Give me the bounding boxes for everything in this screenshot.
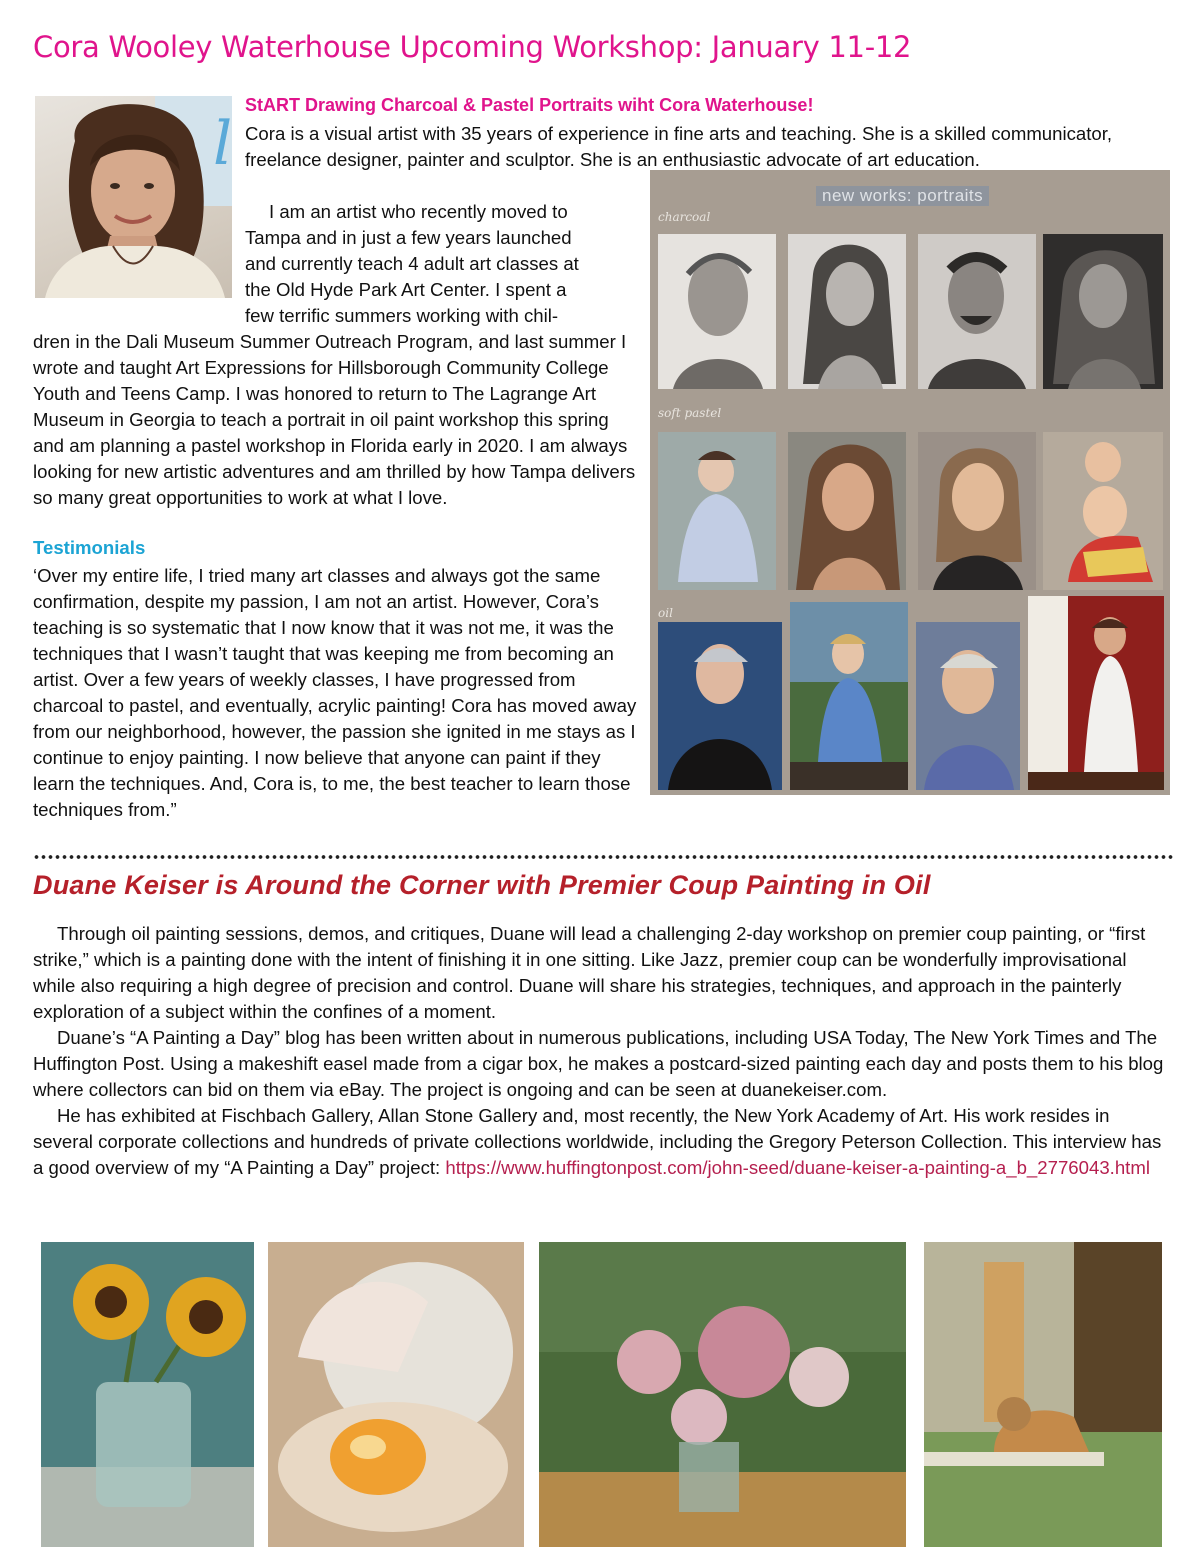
workshop-intro: Cora is a visual artist with 35 years of experience in fine arts and teaching. She is a skilled communicator, freelance designer, painter and sculptor. She is an enthusiastic advocate of art education. [245, 123, 1113, 170]
charcoal-portrait-4 [1043, 234, 1163, 389]
gallery-label-oil: oil [658, 606, 673, 620]
bio-line: and currently teach 4 adult art classes at [245, 253, 579, 274]
gallery-title: new works: portraits [816, 186, 989, 206]
workshop-bio-rest: dren in the Dali Museum Summer Outreach Program, and last summer I wrote and taught Art Expressions for Hillsborough Community College Youth and Teens Camp. I was honored to return to The Lagrange Art Museum in Georgia to teach a portrait in oil paint workshop this spring and am planning a pastel workshop in Florida early in 2020. I am always looking for new artistic adventures and am thrilled by how Tampa delivers so many great opportunities to work at what I love. [33, 331, 636, 508]
pastel-portrait-4 [1043, 432, 1163, 590]
duane-body [33, 921, 1168, 1181]
pastel-portrait-2 [788, 432, 906, 590]
oil-portrait-1 [658, 622, 782, 790]
duane-paragraph-3 [33, 1103, 1168, 1181]
workshop-subtitle: StART Drawing Charcoal & Pastel Portraits wiht Cora Waterhouse! [245, 95, 814, 115]
oil-portrait-3 [916, 622, 1020, 790]
workshop-bio-start [245, 199, 640, 329]
gallery-label-charcoal: charcoal [658, 210, 711, 224]
oil-portrait-2 [790, 602, 908, 790]
testimonial-quote: ‘Over my entire life, I tried many art classes and always got the same confirmation, despite my passion, I am not an artist. However, Cora’s teaching is so systematic that I now know that it was not me, it was the techniques that I wasn’t taught that was keeping me from becoming an artist. Over a few years of weekly classes, I have progressed from charcoal to pastel, and eventually, acrylic painting! Cora has moved away from our neighborhood, however, the passion she ignited in me stays as I continue to enjoy painting. I now believe that anyone can paint if they learn the techniques. And, Cora is, to me, the best teacher to learn those techniques from.” [33, 565, 637, 820]
dotted-separator [33, 852, 1173, 862]
bio-line: the Old Hyde Park Art Center. I spent a [245, 279, 567, 300]
oil-portrait-4 [1028, 596, 1164, 790]
duane-paragraph-3-text: He has exhibited at Fischbach Gallery, Allan Stone Gallery and, most recently, the New York Academy of Art. His work resides in several corporate collections and hundreds of private collections worldwide, including the Gregory Peterson Collection. This interview has a good overview of my “A Painting a Day” project: [33, 1105, 1162, 1178]
bio-line: Tampa and in just a few years launched [245, 227, 572, 248]
testimonials-heading: Testimonials [33, 537, 146, 558]
pastel-portrait-1 [658, 432, 776, 590]
svg-text:l: l [213, 109, 232, 179]
painting-peonies [539, 1242, 906, 1547]
painting-egg [268, 1242, 524, 1547]
bio-line: I am an artist who recently moved to [269, 201, 568, 222]
charcoal-portrait-3 [918, 234, 1036, 389]
workshop-title: Cora Wooley Waterhouse Upcoming Workshop: January 11-12 [33, 30, 912, 64]
pastel-portrait-3 [918, 432, 1036, 590]
cora-portrait-photo [35, 96, 232, 298]
painting-sunflowers [41, 1242, 254, 1547]
portrait-gallery [650, 170, 1170, 795]
duane-paragraph-1: Through oil painting sessions, demos, and critiques, Duane will lead a challenging 2-day workshop on premier coup painting, or “first strike,” which is a painting done with the intent of finishing it in one sitting. Like Jazz, premier coup can be wonderfully improvisational while also requiring a high degree of precision and control. Duane will share his strategies, techniques, and approach in the painterly exploration of a subject within the confines of a moment. [33, 923, 1146, 1022]
bio-line: few terrific summers working with chil- [245, 305, 559, 326]
charcoal-portrait-1 [658, 234, 776, 389]
huffington-post-link[interactable]: https://www.huffingtonpost.com/john-seed/duane-keiser-a-painting-a_b_2776043.html [445, 1157, 1150, 1178]
gallery-label-pastel: soft pastel [658, 406, 722, 420]
painting-cat-window [924, 1242, 1162, 1547]
duane-title: Duane Keiser is Around the Corner with Premier Coup Painting in Oil [33, 870, 931, 900]
duane-paragraph-2: Duane’s “A Painting a Day” blog has been written about in numerous publications, including USA Today, The New York Times and The Huffington Post. Using a makeshift easel made from a cigar box, he makes a postcard-sized painting each day and posts them to his blog where collectors can bid on them via eBay. The project is ongoing and can be seen at duanekeiser.com. [33, 1027, 1164, 1100]
charcoal-portrait-2 [788, 234, 906, 389]
